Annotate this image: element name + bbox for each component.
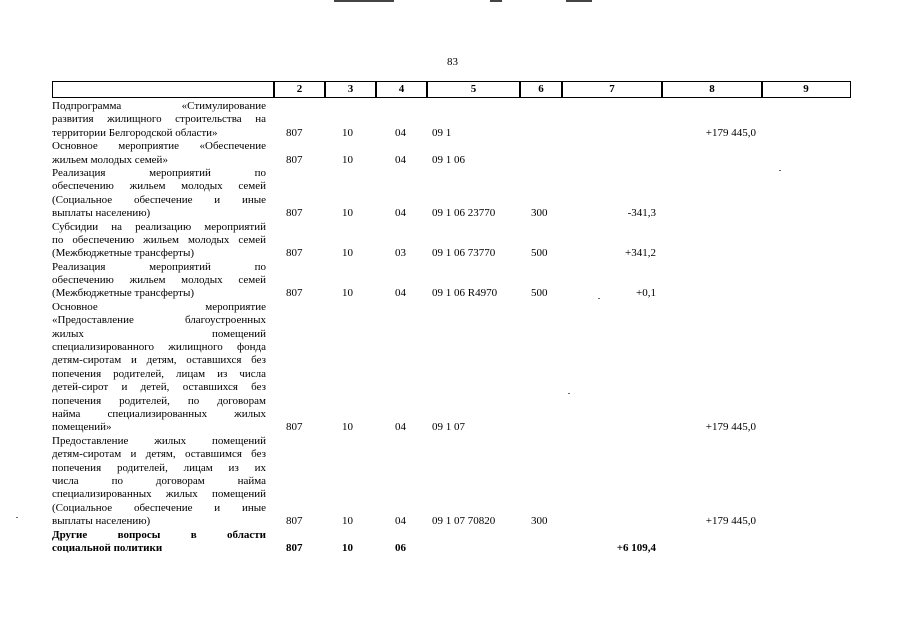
cell-c7: +341,2 [625,247,656,260]
cell-c7: -341,3 [627,207,656,220]
cell-c5: 09 1 06 [432,153,465,166]
description-line: обеспечению жильем молодых семей [52,180,266,193]
row-description [52,261,266,301]
cell-c2: 807 [286,287,303,300]
page-number: 83 [447,56,458,68]
description-line: жильем молодых семей» [52,153,168,166]
table-row [52,435,852,529]
cell-c5: 09 1 06 R4970 [432,287,498,300]
description-line: найма специализированных жилых [52,407,266,420]
cell-c2: 807 [286,207,303,220]
cell-c4: 04 [395,515,406,528]
header-cell-5: 5 [426,81,521,98]
description-line: территории Белгородской области» [52,126,218,139]
scan-speck [779,170,781,171]
description-line: попечения родителей, по договорам [52,394,266,407]
cell-c3: 10 [342,126,353,139]
header-cell-9: 9 [761,81,851,98]
description-line: детям-сиротам и детям, оставшимся без [52,448,266,461]
cell-c3: 10 [342,153,353,166]
cell-c8: +179 445,0 [705,421,756,434]
description-line: Субсидии на реализацию мероприятий [52,220,266,233]
scan-speck [598,298,600,299]
cell-c3: 10 [342,247,353,260]
description-line: помещений» [52,421,112,434]
header-cell-1 [52,81,275,98]
header-cell-7: 7 [561,81,663,98]
header-cell-2: 2 [273,81,326,98]
description-line: Основное мероприятие «Обеспечение [52,140,266,153]
scan-mark [334,0,394,2]
description-line: (Социальное обеспечение и иные [52,501,266,514]
description-line: выплаты населению) [52,515,151,528]
table-row [52,221,852,261]
table-row [52,100,852,140]
cell-c5: 09 1 06 73770 [432,247,496,260]
description-line: (Социальное обеспечение и иные [52,193,266,206]
cell-c6: 500 [531,287,548,300]
description-line: специализированных жилых помещений [52,488,266,501]
description-line: социальной политики [52,541,163,554]
description-line: Предоставление жилых помещений [52,434,266,447]
row-description [52,301,266,435]
header-cell-4: 4 [375,81,428,98]
row-description [52,140,266,167]
row-description [52,100,266,140]
cell-c4: 03 [395,247,406,260]
header-cell-6: 6 [519,81,563,98]
table-row [52,261,852,301]
header-cell-8: 8 [661,81,763,98]
description-line: (Межбюджетные трансферты) [52,287,194,300]
cell-c6: 300 [531,207,548,220]
cell-c2: 807 [286,126,303,139]
row-description [52,435,266,529]
description-line: (Межбюджетные трансферты) [52,247,194,260]
scan-mark [490,0,502,2]
description-line: детям-сиротам и детям, оставшихся без [52,354,266,367]
description-line: Реализация мероприятий по [52,166,266,179]
description-line: Другие вопросы в области [52,528,266,541]
cell-c5: 09 1 06 23770 [432,207,496,220]
scan-speck [568,393,570,394]
description-line: детей-сирот и детей, оставшихся без [52,381,266,394]
cell-c6: 500 [531,247,548,260]
table-row [52,140,852,167]
cell-c4: 04 [395,153,406,166]
cell-c4: 06 [395,541,406,554]
row-description [52,167,266,221]
table-row [52,301,852,435]
table-row [52,529,852,556]
cell-c3: 10 [342,207,353,220]
description-line: попечения родителей, лицам из числа [52,367,266,380]
cell-c3: 10 [342,287,353,300]
cell-c8: +179 445,0 [705,126,756,139]
description-line: выплаты населению) [52,207,151,220]
description-line: Основное мероприятие [52,300,266,313]
cell-c4: 04 [395,421,406,434]
cell-c4: 04 [395,287,406,300]
cell-c2: 807 [286,421,303,434]
scan-mark [566,0,592,2]
cell-c2: 807 [286,515,303,528]
row-description [52,529,266,556]
cell-c3: 10 [342,515,353,528]
cell-c4: 04 [395,207,406,220]
table-body [52,100,852,555]
description-line: Подпрограмма «Стимулирование [52,100,266,112]
table-row [52,167,852,221]
cell-c8: +179 445,0 [705,515,756,528]
description-line: «Предоставление благоустроенных [52,314,266,327]
cell-c4: 04 [395,126,406,139]
description-line: Реализация мероприятий по [52,260,266,273]
cell-c7: +6 109,4 [616,541,656,554]
cell-c6: 300 [531,515,548,528]
description-line: развития жилищного строительства на [52,113,266,126]
cell-c5: 09 1 07 70820 [432,515,496,528]
description-line: жилых помещений [52,327,266,340]
cell-c2: 807 [286,541,303,554]
description-line: числа по договорам найма [52,474,266,487]
cell-c3: 10 [342,541,353,554]
description-line: попечения родителей, лицам из их [52,461,266,474]
row-description [52,221,266,261]
cell-c2: 807 [286,247,303,260]
cell-c2: 807 [286,153,303,166]
header-cell-3: 3 [324,81,377,98]
description-line: специализированного жилищного фонда [52,341,266,354]
scan-speck [16,517,18,518]
cell-c5: 09 1 [432,126,452,139]
cell-c7: +0,1 [636,287,656,300]
description-line: обеспечению жильем молодых семей [52,274,266,287]
cell-c5: 09 1 07 [432,421,465,434]
cell-c3: 10 [342,421,353,434]
description-line: по обеспечению жильем молодых семей [52,233,266,246]
